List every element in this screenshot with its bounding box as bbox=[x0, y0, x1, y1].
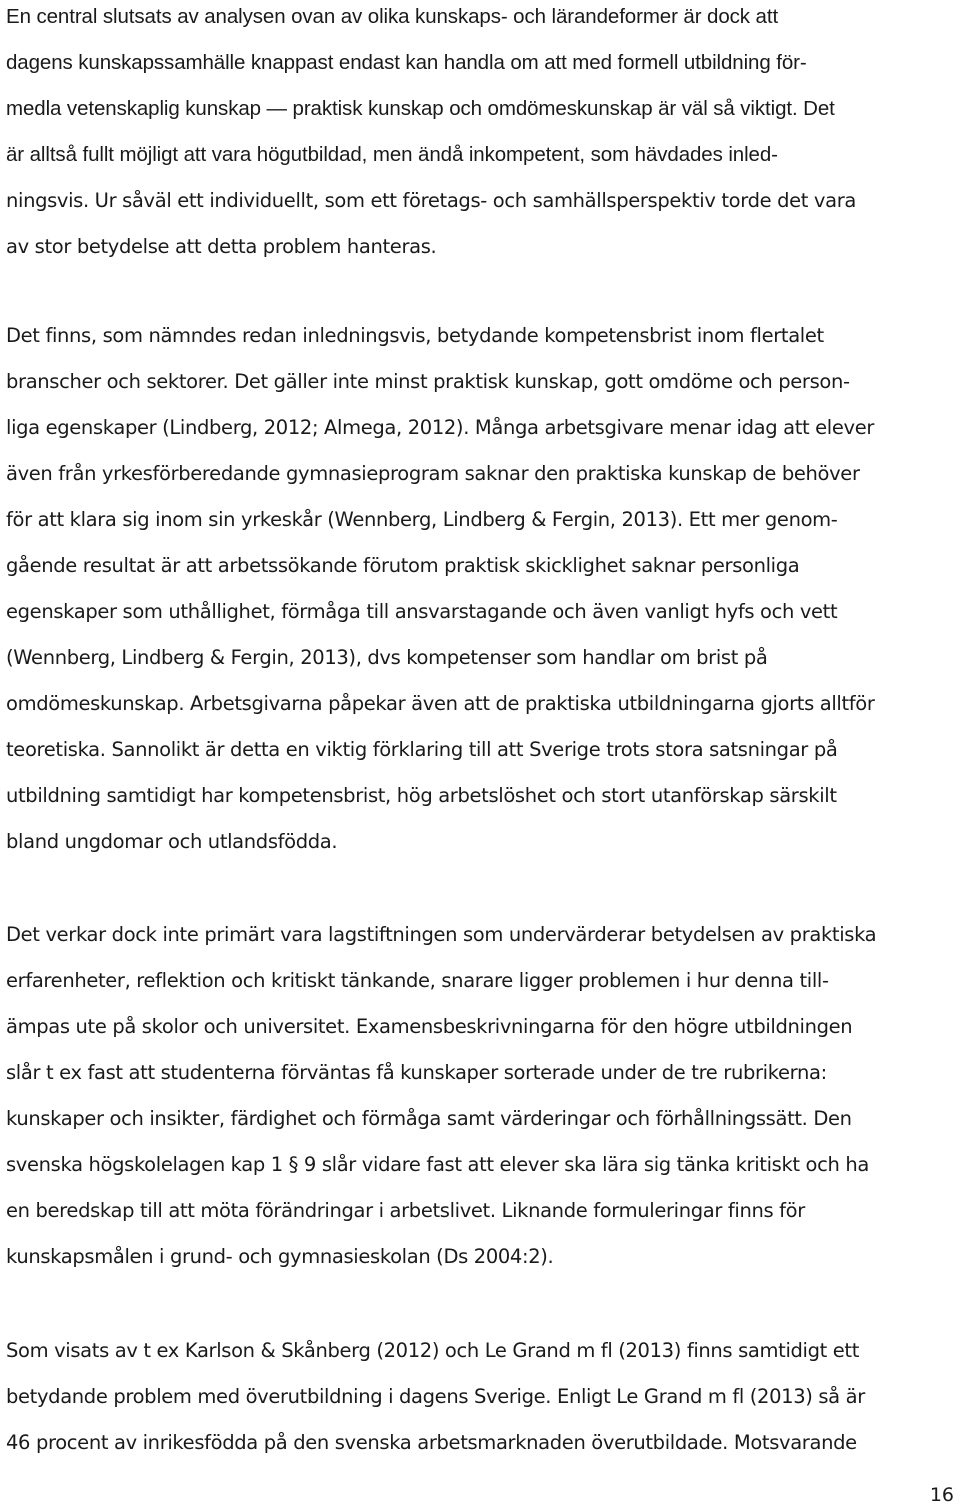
text-line: betydande problem med överutbildning i dagens Sverige. Enligt Le Grand m fl (2013) så är bbox=[6, 1385, 865, 1408]
text-line: erfarenheter, reflektion och kritiskt tänkande, snarare ligger problemen i hur denna till- bbox=[6, 969, 829, 992]
text-line: liga egenskaper (Lindberg, 2012; Almega, 2012). Många arbetsgivare menar idag att elever bbox=[6, 416, 875, 439]
text-line: branscher och sektorer. Det gäller inte minst praktisk kunskap, gott omdöme och person- bbox=[6, 370, 850, 393]
text-line: Det verkar dock inte primärt vara lagstiftningen som undervärderar betydelsen av praktiska bbox=[6, 923, 877, 946]
paragraph-2 bbox=[6, 313, 875, 865]
text-line: slår t ex fast att studenterna förväntas få kunskaper sorterade under de tre rubrikerna: bbox=[6, 1061, 827, 1084]
text-line: utbildning samtidigt har kompetensbrist, hög arbetslöshet och stort utanförskap särskilt bbox=[6, 784, 837, 807]
text-line: kunskapsmålen i grund- och gymnasieskolan (Ds 2004:2). bbox=[6, 1245, 554, 1268]
text-line: svenska högskolelagen kap 1 § 9 slår vidare fast att elever ska lära sig tänka kritiskt och ha bbox=[6, 1153, 869, 1176]
text-line: ämpas ute på skolor och universitet. Examensbeskrivningarna för den högre utbildningen bbox=[6, 1015, 853, 1038]
text-line: dagens kunskapssamhälle knappast endast kan handla om att med formell utbildning för- bbox=[6, 51, 807, 74]
text-line: gående resultat är att arbetssökande förutom praktisk skicklighet saknar personliga bbox=[6, 554, 800, 577]
text-line: omdömeskunskap. Arbetsgivarna påpekar även att de praktiska utbildningarna gjorts alltför bbox=[6, 692, 875, 715]
text-line: är alltså fullt möjligt att vara högutbildad, men ändå inkompetent, som hävdades inled- bbox=[6, 143, 778, 166]
text-line: även från yrkesförberedande gymnasieprogram saknar den praktiska kunskap de behöver bbox=[6, 462, 860, 485]
text-line: Det finns, som nämndes redan inledningsvis, betydande kompetensbrist inom flertalet bbox=[6, 324, 824, 347]
text-line: bland ungdomar och utlandsfödda. bbox=[6, 830, 338, 853]
text-line: ningsvis. Ur såväl ett individuellt, som ett företags- och samhällsperspektiv torde det vara bbox=[6, 189, 856, 212]
paragraph-1 bbox=[6, 0, 856, 270]
text-line: av stor betydelse att detta problem hanteras. bbox=[6, 235, 437, 258]
text-line: en beredskap till att möta förändringar i arbetslivet. Liknande formuleringar finns för bbox=[6, 1199, 805, 1222]
text-line: 46 procent av inrikesfödda på den svenska arbetsmarknaden överutbildade. Motsvarande bbox=[6, 1431, 857, 1454]
text-line: Som visats av t ex Karlson & Skånberg (2012) och Le Grand m fl (2013) finns samtidigt ett bbox=[6, 1339, 860, 1362]
page-number: 16 bbox=[929, 1484, 954, 1506]
text-line: för att klara sig inom sin yrkeskår (Wennberg, Lindberg & Fergin, 2013). Ett mer genom- bbox=[6, 508, 838, 531]
paragraph-4 bbox=[6, 1328, 865, 1466]
paragraph-3 bbox=[6, 912, 876, 1280]
text-line: En central slutsats av analysen ovan av olika kunskaps- och lärandeformer är dock att bbox=[6, 5, 779, 28]
text-line: teoretiska. Sannolikt är detta en viktig förklaring till att Sverige trots stora satsningar på bbox=[6, 738, 838, 761]
text-line: (Wennberg, Lindberg & Fergin, 2013), dvs kompetenser som handlar om brist på bbox=[6, 646, 768, 669]
text-line: medla vetenskaplig kunskap — praktisk kunskap och omdömeskunskap är väl så viktigt. Det bbox=[6, 97, 835, 120]
text-line: egenskaper som uthållighet, förmåga till ansvarstagande och även vanligt hyfs och vett bbox=[6, 600, 838, 623]
text-line: kunskaper och insikter, färdighet och förmåga samt värderingar och förhållningssätt. Den bbox=[6, 1107, 852, 1130]
